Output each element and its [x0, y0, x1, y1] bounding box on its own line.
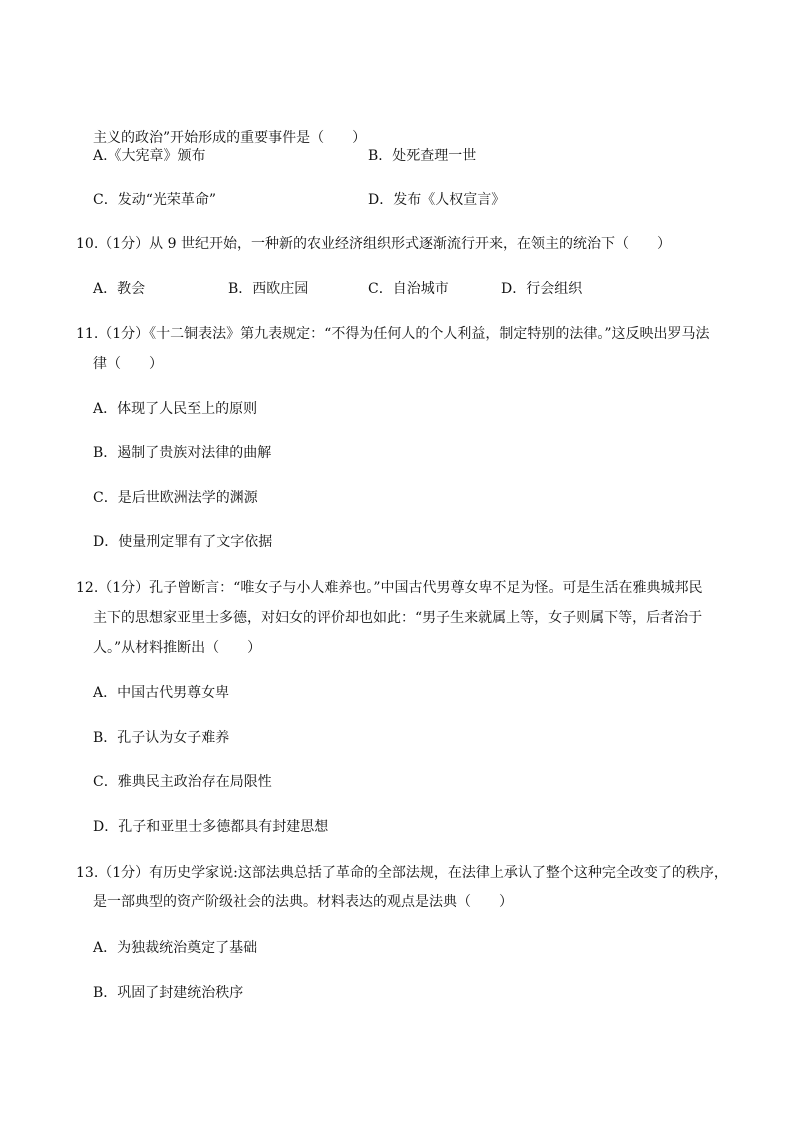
- question-10-option-b: B．西欧庄园: [228, 281, 309, 297]
- question-13-stem-line-2: 是一部典型的资产阶级社会的法典。材料表达的观点是法典（ ）: [93, 894, 513, 910]
- question-9-option-a: A.《大宪章》颁布: [93, 148, 206, 164]
- question-12-option-b: B．孔子认为女子难养: [93, 730, 230, 746]
- question-13-option-b: B．巩固了封建统治秩序: [93, 985, 244, 1001]
- question-12-option-d: D．孔子和亚里士多德都具有封建思想: [93, 819, 329, 835]
- question-13-option-a: A．为独裁统治奠定了基础: [93, 940, 258, 956]
- question-10-option-d: D．行会组织: [501, 281, 583, 297]
- question-12-stem-line-1: 12.（1分）孔子曾断言：“唯女子与小人难养也。”中国古代男尊女卑不足为怪。可是生活在雅典城邦民: [76, 580, 703, 596]
- question-11-option-d: D．使量刑定罪有了文字依据: [93, 534, 273, 550]
- question-11-option-b: B．遏制了贵族对法律的曲解: [93, 445, 272, 461]
- question-10-option-c: C．自治城市: [368, 281, 449, 297]
- question-11-option-a: A．体现了人民至上的原则: [93, 401, 258, 417]
- question-12-option-c: C．雅典民主政治存在局限性: [93, 774, 272, 790]
- question-9-option-b: B．处死查理一世: [368, 148, 477, 164]
- question-10-option-a: A．教会: [93, 281, 146, 297]
- question-10-stem: 10.（1分）从 9 世纪开始，一种新的农业经济组织形式逐渐流行开来，在领主的统治下（ ）: [76, 236, 671, 252]
- question-9-option-d: D．发布《人权宣言》: [368, 192, 506, 208]
- question-12-option-a: A．中国古代男尊女卑: [93, 685, 230, 701]
- question-12-stem-line-3: 人。”从材料推断出（ ）: [93, 640, 262, 656]
- question-13-stem-line-1: 13.（1分）有历史学家说:这部法典总括了革命的全部法规，在法律上承认了整个这种完全改变了的秩序，: [76, 865, 728, 881]
- question-9-option-c: C．发动“光荣革命”: [93, 192, 217, 208]
- question-12-stem-line-2: 主下的思想家亚里士多德，对妇女的评价却也如此：“男子生来就属上等，女子则属下等，后者治于: [93, 610, 703, 626]
- question-11-stem-line-2: 律（ ）: [93, 356, 163, 372]
- question-11-stem-line-1: 11.（1分）《十二铜表法》第九表规定：“不得为任何人的个人利益，制定特别的法律。”这反映出罗马法: [76, 326, 710, 342]
- question-9-continuation: 主义的政治”开始形成的重要事件是（ ）: [93, 130, 367, 146]
- question-11-option-c: C．是后世欧洲法学的渊源: [93, 490, 258, 506]
